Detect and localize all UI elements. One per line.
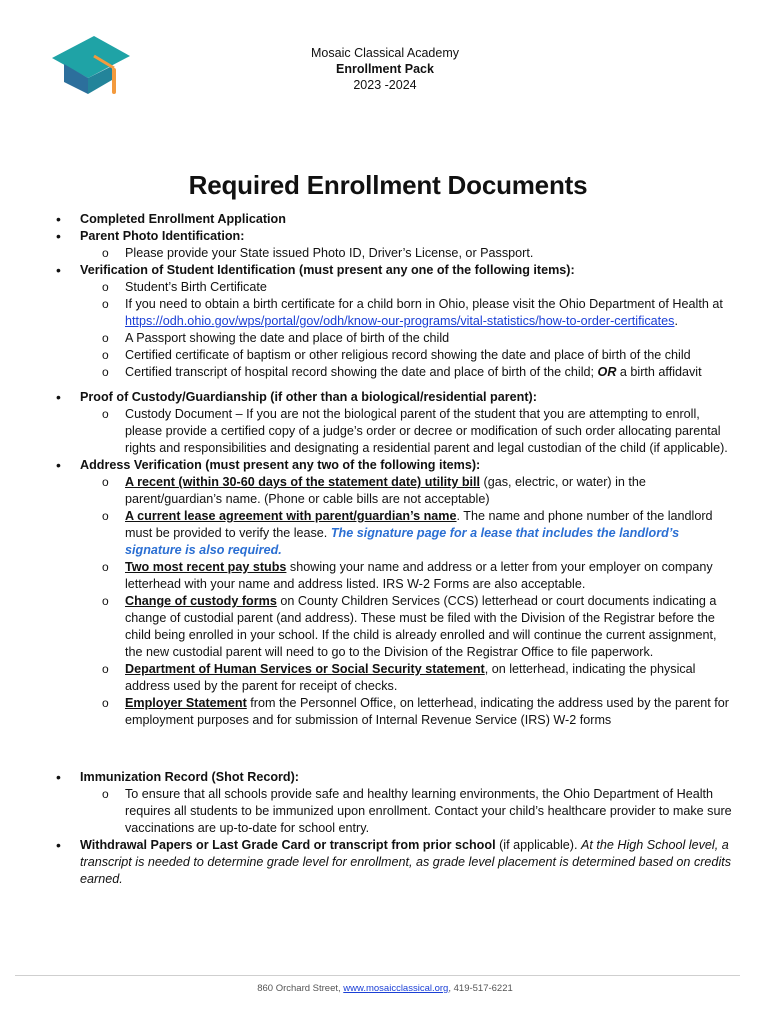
section-withdrawal-papers (52, 837, 736, 888)
item-text: a birth affidavit (616, 365, 702, 379)
item-heading: Change of custody forms (125, 594, 277, 608)
section-title: Completed Enrollment Application (80, 212, 286, 226)
odh-certificates-link[interactable]: https://odh.ohio.gov/wps/portal/gov/odh/know-our-programs/vital-statistics/how-to-order-certificates (125, 314, 675, 328)
item-heading: A recent (within 30-60 days of the statement date) utility bill (125, 475, 481, 489)
page-footer (0, 983, 770, 994)
list-item (125, 661, 736, 695)
section-parent-photo-id (52, 228, 736, 262)
website-link[interactable]: www.mosaicclassical.org (343, 983, 449, 994)
footer-divider (15, 975, 740, 976)
item-heading: Two most recent pay stubs (125, 560, 287, 574)
footer-address: 860 Orchard Street, (257, 983, 344, 994)
item-text: from the Personnel Office, on letterhead, indicating the address used by the parent for employment purposes and for submission of Internal Revenue Service (IRS) W-2 forms (125, 696, 729, 727)
item-heading: Employer Statement (125, 696, 247, 710)
section-title: Withdrawal Papers or Last Grade Card or transcript from prior school (80, 838, 496, 852)
list-item: o Custody Document – If you are not the biological parent of the student that you are attempting to enroll, please provide a certified copy of a judge’s order or decree or modification of such order allocating parental rights and responsibilities and designating a residential parent and legal custodian of the child (if applicable). (125, 406, 736, 457)
section-title: Parent Photo Identification: (80, 229, 245, 243)
item-text: showing your name and address or a letter from your employer on company letterhead with your name and address listed. IRS W-2 Forms are also acceptable. (125, 560, 713, 591)
list-item: o Please provide your State issued Photo ID, Driver’s License, or Passport. (125, 245, 736, 262)
section-immunization-record (52, 769, 736, 837)
item-text: . (674, 314, 678, 328)
list-item: o A Passport showing the date and place of birth of the child (125, 330, 736, 347)
item-note: At the High School level, a transcript is needed to determine grade level for enrollment, as grade level placement is determined based on credits earned. (80, 838, 732, 886)
item-text: on County Children Services (CCS) letterhead or court documents indicating a change of custodial parent (and address). These must be filed with the Division of the Registrar before the child being enrolled in your school. If the child is already enrolled and will continue the current assignment, the new custodial parent will need to go to the Division of the Registrar Office to file paperwork. (125, 594, 717, 659)
list-item (125, 559, 736, 593)
item-heading: A current lease agreement with parent/guardian’s name (125, 509, 457, 523)
item-text: Certified transcript of hospital record showing the date and place of birth of the child; (125, 365, 598, 379)
item-text: If you need to obtain a birth certificate for a child born in Ohio, please visit the Ohio Department of Health at (125, 297, 723, 311)
list-item: o To ensure that all schools provide safe and healthy learning environments, the Ohio Department of Health requires all students to be immunized upon enrollment. Contact your child’s healthcare provider to make sure vaccinations are up-to-date for school entry. (125, 786, 736, 837)
or-emphasis: OR (597, 365, 617, 379)
list-item (125, 508, 736, 559)
list-item (125, 296, 736, 330)
lease-signature-note: The signature page for a lease that includes the landlord’s signature is also required. (125, 526, 680, 557)
document-header (0, 45, 770, 93)
school-name: Mosaic Classical Academy (311, 46, 459, 60)
page-title: Required Enrollment Documents (188, 170, 588, 200)
list-item: o Student’s Birth Certificate (125, 279, 736, 296)
item-text: . The name and phone number of the landlord must be provided to verify the lease. (125, 509, 713, 540)
section-title: Immunization Record (Shot Record): (80, 770, 299, 784)
footer-phone: , 419-517-6221 (448, 983, 513, 994)
section-enrollment-application (52, 211, 736, 228)
section-title: Address Verification (must present any two of the following items): (80, 458, 481, 472)
item-text: (if applicable). (495, 838, 581, 852)
list-item (125, 364, 736, 381)
requirements-list (52, 211, 736, 888)
section-title: Verification of Student Identification (must present any one of the following items): (80, 263, 575, 277)
list-item (125, 695, 736, 729)
item-text: , on letterhead, indicating the physical address used by the parent for receipt of checks. (125, 662, 696, 693)
section-address-verification (52, 457, 736, 729)
section-title: Proof of Custody/Guardianship (if other than a biological/residential parent): (80, 390, 537, 404)
section-student-identification (52, 262, 736, 381)
document-type: Enrollment Pack (336, 62, 434, 76)
item-text: (gas, electric, or water) in the parent/guardian’s name. (Phone or cable bills are not acceptable) (125, 475, 646, 506)
section-custody-guardianship (52, 389, 736, 457)
item-heading: Department of Human Services or Social Security statement (125, 662, 485, 676)
list-item: o Certified certificate of baptism or other religious record showing the date and place of birth of the child (125, 347, 736, 364)
list-item (125, 593, 736, 661)
list-item (125, 474, 736, 508)
school-year: 2023 -2024 (353, 78, 417, 92)
